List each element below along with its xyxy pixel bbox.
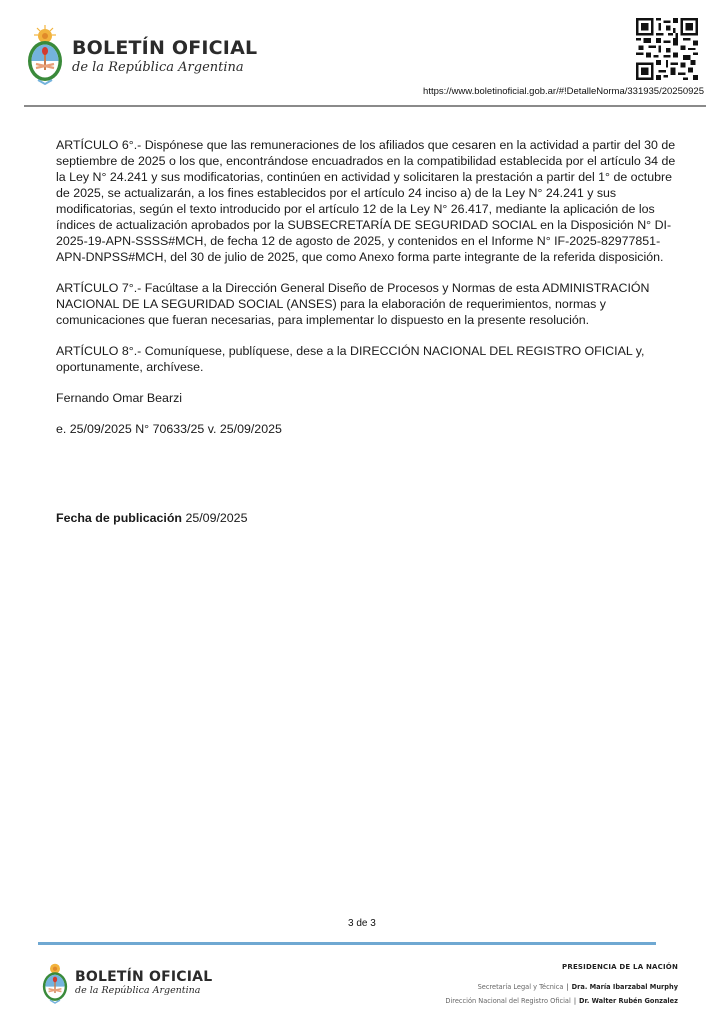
credits-line-1 [445, 983, 678, 991]
edition-line: e. 25/09/2025 N° 70633/25 v. 25/09/2025 [56, 422, 282, 436]
footer-divider [38, 942, 656, 945]
footer-logo-title: BOLETÍN OFICIAL [75, 969, 213, 986]
article-8: ARTÍCULO 8°.- Comuníquese, publíquese, dese a la DIRECCIÓN NACIONAL DEL REGISTRO OFICIAL y, oportunamente, archívese. [56, 344, 645, 374]
footer-logo-subtitle: de la República Argentina [75, 985, 201, 997]
presidency-label: PRESIDENCIA DE LA NACIÓN [562, 963, 678, 971]
footer-credits [445, 963, 678, 1011]
logo-subtitle: de la República Argentina [72, 59, 244, 75]
publication-date [56, 511, 247, 525]
credits-person-1: Dra. María Ibarzabal Murphy [571, 983, 678, 991]
coat-of-arms-icon [40, 960, 70, 1006]
logo-title: BOLETÍN OFICIAL [72, 36, 258, 59]
signature: Fernando Omar Bearzi [56, 391, 183, 405]
page-number: 3 de 3 [348, 918, 376, 929]
article-6: ARTÍCULO 6°.- Dispónese que las remuneraciones de los afiliados que cesaren en la actividad a partir del 30 de septiembre de 2025 o los que, encontrándose encuadrados en la compatibilidad establecida por el artículo 34 de la Ley N° 24.241 y sus modificatorias, continúen en actividad y solicitaren la prestación a partir del 1° de octubre de 2025, se actualizarán, a los fines establecidos por el artículo 24 inciso a) de la Ley N° 24.241 y sus modificatorias, según el texto introducido por el artículo 12 de la Ley N° 26.417, mediante la aplicación de los índices de actualización aprobados por la SUBSECRETARÍA DE SEGURIDAD SOCIAL en la Disposición N° DI-2025-19-APN-SSSS#MCH, de fecha 12 de agosto de 2025, y contenidos en el Informe N° IF-2025-82977851-APN-DNPSS#MCH, del 30 de julio de 2025, que como Anexo forma parte integrante de la referida disposición. [56, 138, 676, 264]
document-url[interactable]: https://www.boletinoficial.gob.ar/#!DetalleNorma/331935/20250925 [423, 86, 704, 97]
qr-code-icon[interactable] [636, 18, 698, 80]
credits-org-1: Secretaría Legal y Técnica [477, 983, 564, 991]
credits-org-2: Dirección Nacional del Registro Oficial [445, 997, 571, 1005]
publication-label: Fecha de publicación [56, 511, 182, 525]
credits-line-2 [445, 997, 678, 1005]
footer-logo [40, 960, 212, 1006]
separator: | [573, 997, 577, 1005]
publication-value: 25/09/2025 [185, 511, 248, 525]
coat-of-arms-icon [24, 24, 66, 88]
separator: | [566, 983, 569, 991]
header-divider [24, 105, 706, 107]
credits-person-2: Dr. Walter Rubén Gonzalez [579, 997, 678, 1005]
header-logo [24, 24, 257, 88]
article-7: ARTÍCULO 7°.- Facúltase a la Dirección General Diseño de Procesos y Normas de esta ADMINISTRACIÓN NACIONAL DE LA SEGURIDAD SOCIAL (ANSES) para la elaboración de requerimientos, normas y comunicaciones que fueran necesarias, para implementar lo dispuesto en la presente resolución. [56, 281, 650, 327]
document-body [56, 137, 676, 452]
